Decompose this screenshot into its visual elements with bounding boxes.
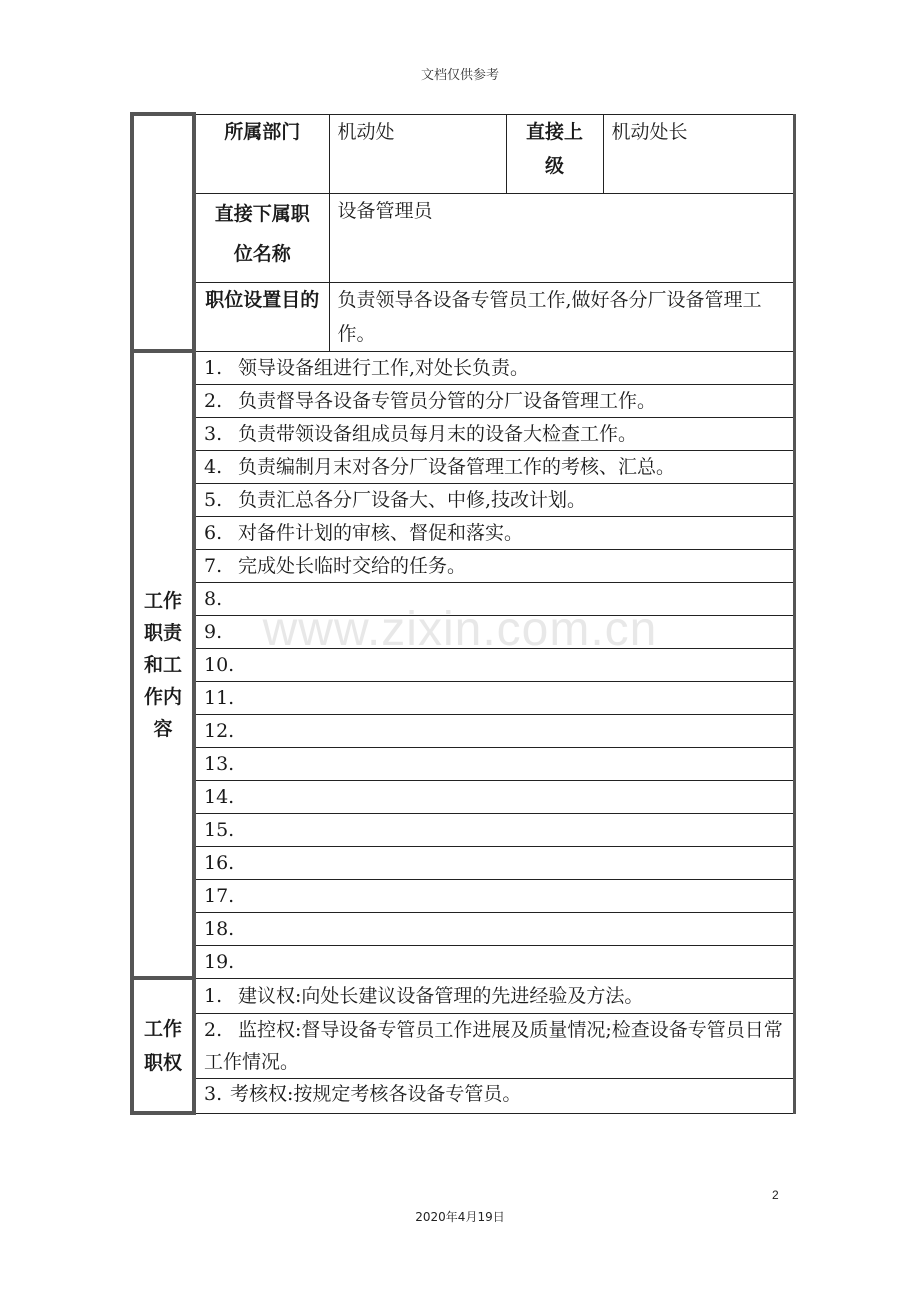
duty-row [132, 879, 794, 912]
duty-text: 完成处长临时交给的任务。 [238, 554, 467, 577]
duty-row [132, 714, 794, 747]
duty-row [132, 351, 794, 384]
duty-num: 8. [204, 587, 223, 610]
duty-text: 对备件计划的审核、督促和落实。 [238, 521, 524, 544]
duty-row [132, 747, 794, 780]
duty-row [132, 417, 794, 450]
duty-row [132, 813, 794, 846]
right-num: 1. [204, 984, 223, 1007]
duty-num: 17. [204, 884, 235, 907]
goal-label: 职位设置目的 [194, 282, 329, 351]
watermark: www.zixin.com.cn [262, 603, 658, 656]
row-goal [132, 282, 794, 351]
duty-row [132, 582, 794, 615]
duty-num: 1. [204, 356, 223, 379]
duty-item [194, 945, 794, 978]
dept-value: 机动处 [329, 114, 506, 193]
job-description-table [130, 112, 796, 1115]
info-side-cell [132, 114, 194, 351]
duty-item [194, 714, 794, 747]
superior-value: 机动处长 [603, 114, 794, 193]
duty-num: 15. [204, 818, 235, 841]
duty-num: 2. [204, 389, 223, 412]
duty-row [132, 846, 794, 879]
duty-num: 6. [204, 521, 223, 544]
duty-text: 负责编制月末对各分厂设备管理工作的考核、汇总。 [238, 455, 676, 478]
right-row [132, 978, 794, 1013]
right-row [132, 1013, 794, 1078]
row-department [132, 114, 794, 193]
duty-row [132, 912, 794, 945]
header-note: 文档仅供参考 [420, 68, 499, 83]
duty-num: 5. [204, 488, 223, 511]
duty-row [132, 516, 794, 549]
duty-num: 10. [204, 653, 235, 676]
duty-item [194, 483, 794, 516]
duty-item [194, 879, 794, 912]
duty-text: 负责带领设备组成员每月末的设备大检查工作。 [238, 422, 638, 445]
right-text: 考核权:按规定考核各设备专管员。 [230, 1082, 522, 1105]
duty-num: 14. [204, 785, 235, 808]
right-row [132, 1078, 794, 1113]
duty-num: 19. [204, 950, 235, 973]
row-subordinate [132, 193, 794, 282]
dept-label: 所属部门 [194, 114, 329, 193]
rights-section-label: 工作职权 [132, 978, 194, 1113]
right-text: 监控权:督导设备专管员工作进展及质量情况;检查设备专管员日常工作情况。 [204, 1018, 783, 1073]
duty-item [194, 417, 794, 450]
duty-row [132, 549, 794, 582]
right-num: 2. [204, 1018, 223, 1041]
right-text: 建议权:向处长建议设备管理的先进经验及方法。 [238, 984, 644, 1007]
duty-text: 负责汇总各分厂设备大、中修,技改计划。 [238, 488, 587, 511]
footer-date: 2020年4月19日 [415, 1210, 505, 1224]
duty-num: 18. [204, 917, 235, 940]
subordinate-value: 设备管理员 [329, 193, 794, 282]
duty-item [194, 450, 794, 483]
duty-item [194, 681, 794, 714]
duty-num: 4. [204, 455, 223, 478]
duty-item [194, 747, 794, 780]
right-item [194, 1013, 794, 1078]
superior-label: 直接上级 [506, 114, 603, 193]
duty-text: 领导设备组进行工作,对处长负责。 [238, 356, 530, 379]
duty-item [194, 615, 794, 648]
duty-item [194, 516, 794, 549]
right-item [194, 1078, 794, 1113]
duty-num: 12. [204, 719, 235, 742]
duty-row [132, 945, 794, 978]
duty-num: 11. [204, 686, 235, 709]
duty-row [132, 615, 794, 648]
duty-num: 3. [204, 422, 223, 445]
goal-value: 负责领导各设备专管员工作,做好各分厂设备管理工作。 [329, 282, 794, 351]
duty-item [194, 912, 794, 945]
duty-row [132, 648, 794, 681]
duty-item [194, 648, 794, 681]
duty-row [132, 780, 794, 813]
duty-item [194, 384, 794, 417]
duty-num: 9. [204, 620, 223, 643]
duty-item [194, 351, 794, 384]
right-num: 3. [204, 1082, 223, 1105]
duty-row [132, 450, 794, 483]
duties-section-label: 工作职责和工作内容 [132, 351, 194, 978]
duty-num: 16. [204, 851, 235, 874]
right-item [194, 978, 794, 1013]
duty-item [194, 582, 794, 615]
subordinate-label: 直接下属职位名称 [194, 193, 329, 282]
duty-item [194, 846, 794, 879]
duty-item [194, 780, 794, 813]
duty-num: 7. [204, 554, 223, 577]
duty-row [132, 384, 794, 417]
duty-item [194, 813, 794, 846]
duty-text: 负责督导各设备专管员分管的分厂设备管理工作。 [238, 389, 657, 412]
duty-row [132, 681, 794, 714]
page-number: 2 [772, 1188, 779, 1202]
duty-num: 13. [204, 752, 235, 775]
duty-item [194, 549, 794, 582]
duty-row [132, 483, 794, 516]
